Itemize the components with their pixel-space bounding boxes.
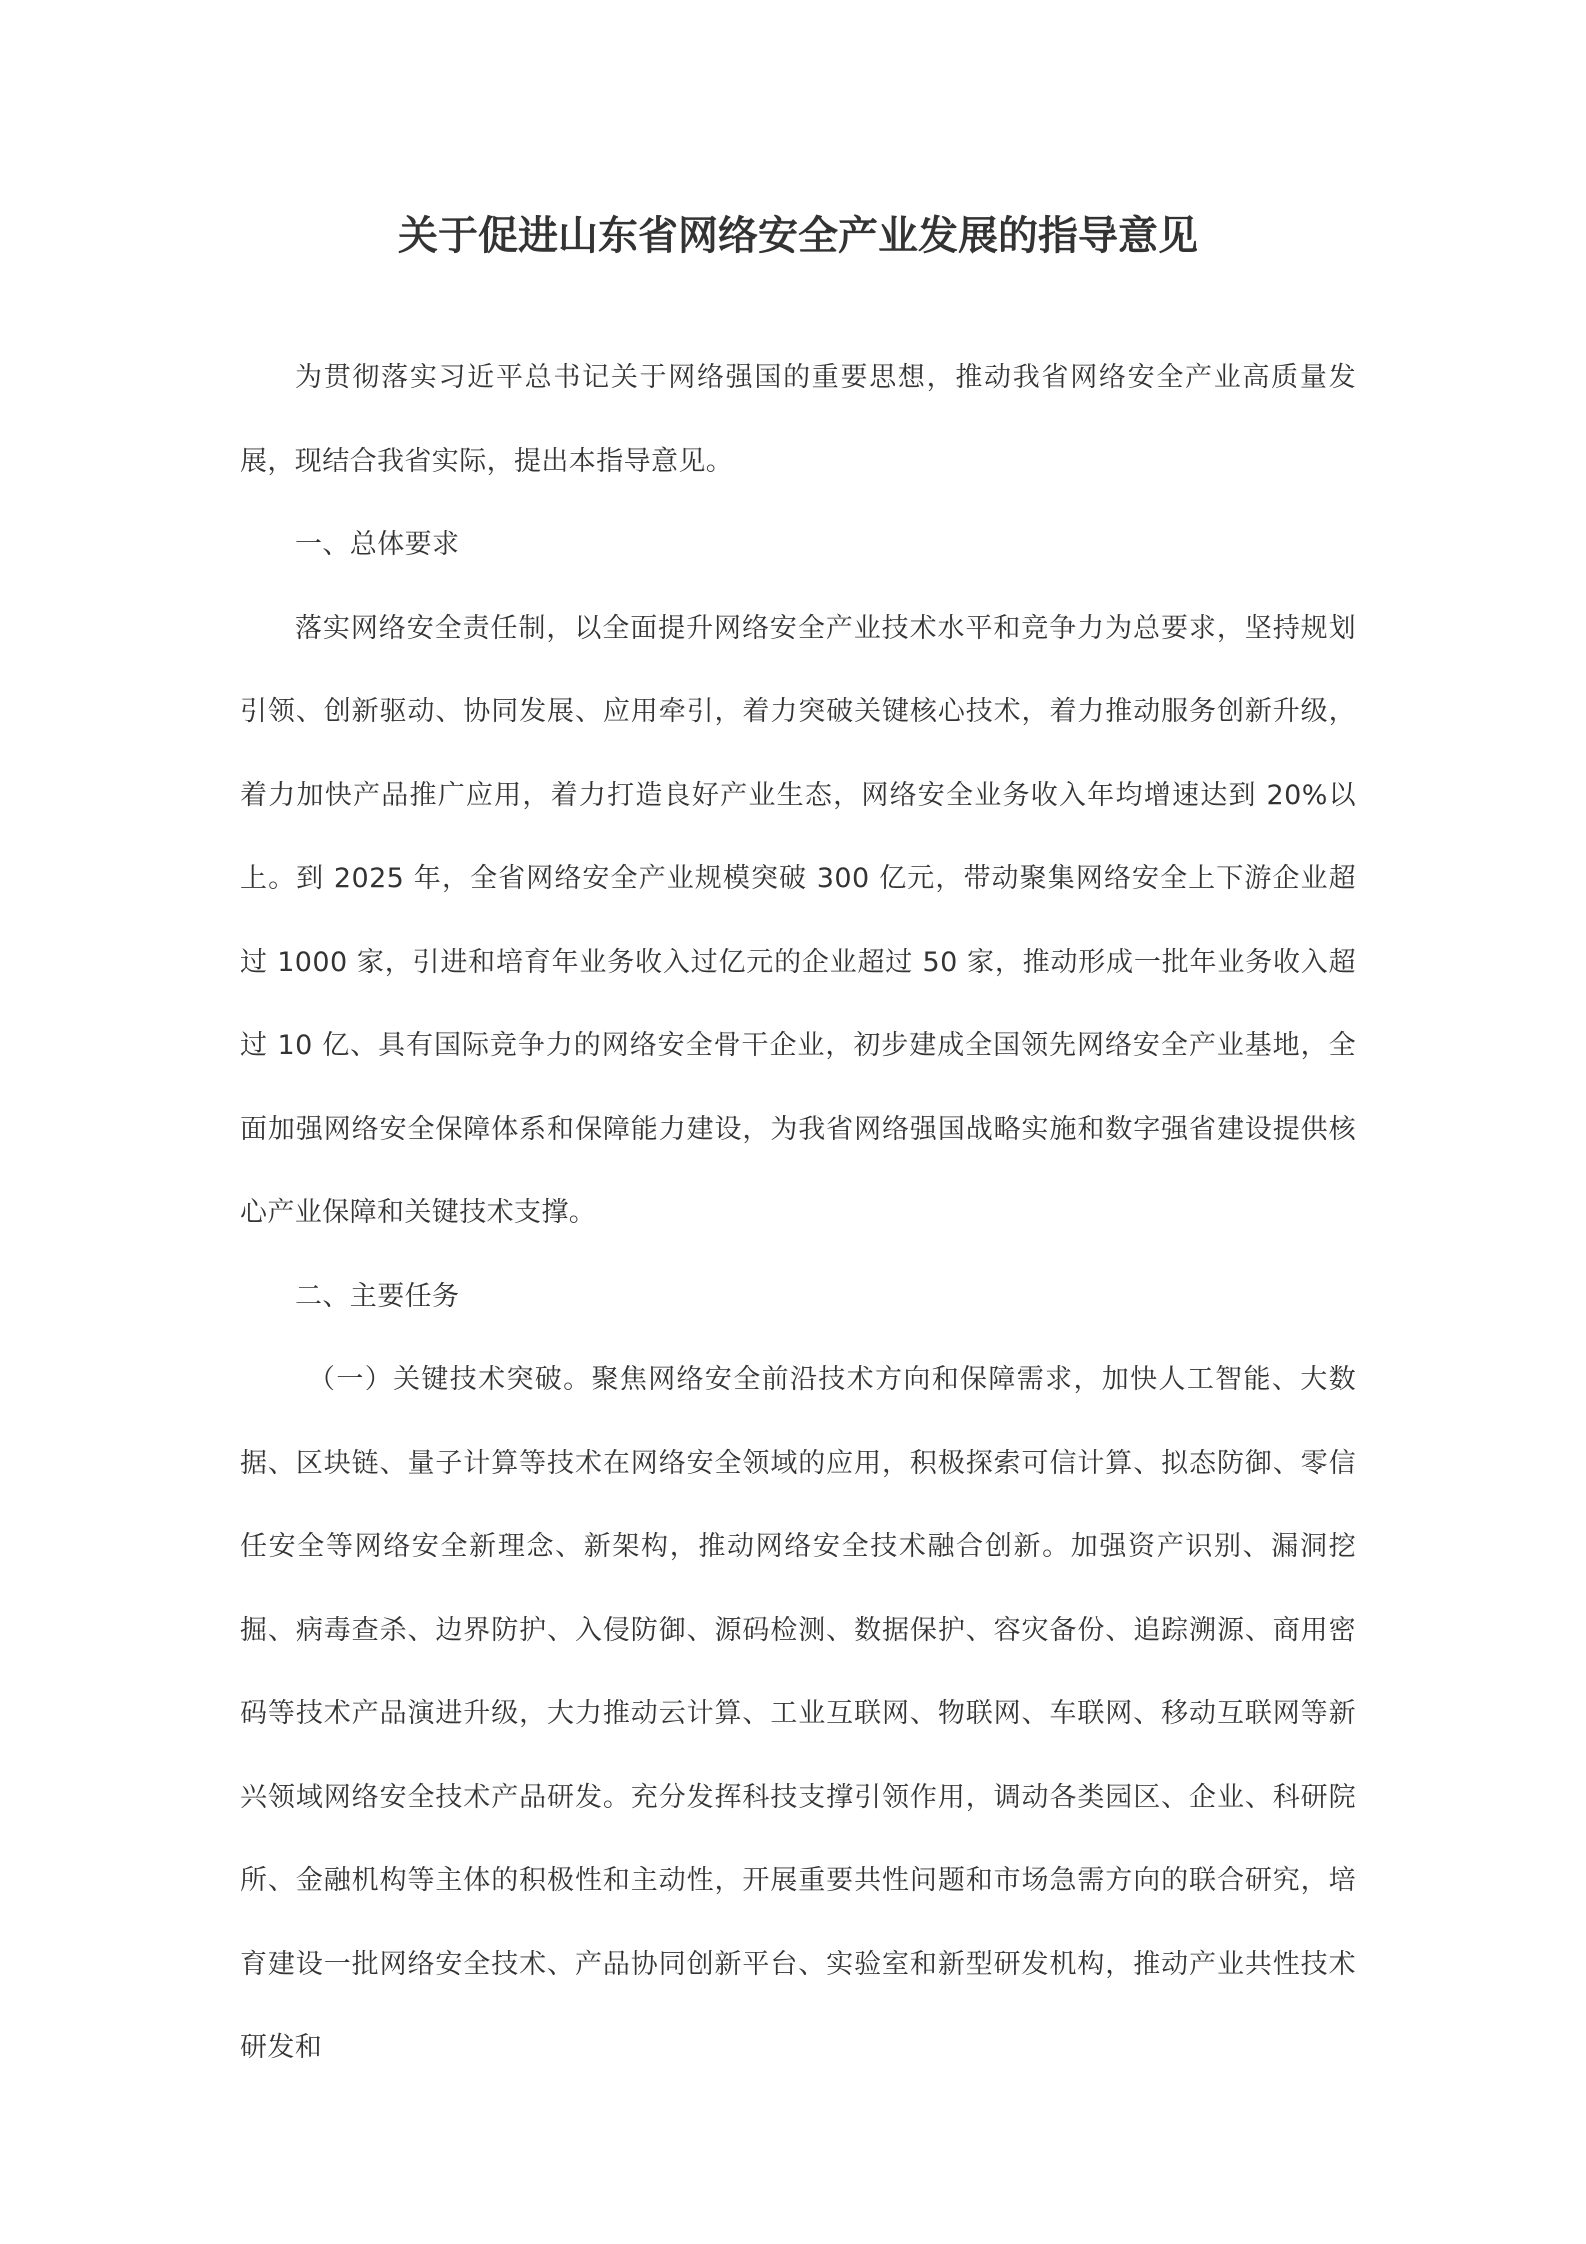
section-heading-main-tasks: 二、主要任务 [295,1280,460,1312]
document-title: 关于促进山东省网络安全产业发展的指导意见 [398,213,1198,259]
section-heading-general-requirements: 一、总体要求 [295,529,460,560]
intro-paragraph: 为贯彻落实习近平总书记关于网络强国的重要思想，推动我省网络安全产业高质量发展，现结合我省实际，提出本指导意见。 [240,362,1356,477]
document-body [240,336,1356,2090]
key-technology-breakthrough-paragraph: （一）关键技术突破。聚焦网络安全前沿技术方向和保障需求，加快人工智能、大数据、区块链、量子计算等技术在网络安全领域的应用，积极探索可信计算、拟态防御、零信任安全等网络安全新理念、新架构，推动网络安全技术融合创新。加强资产识别、漏洞挖掘、病毒查杀、边界防护、入侵防御、源码检测、数据保护、容灾备份、追踪溯源、商用密码等技术产品演进升级，大力推动云计算、工业互联网、物联网、车联网、移动互联网等新兴领域网络安全技术产品研发。充分发挥科技支撑引领作用，调动各类园区、企业、科研院所、金融机构等主体的积极性和主动性，开展重要共性问题和市场急需方向的联合研究，培育建设一批网络安全技术、产品协同创新平台、实验室和新型研发机构，推动产业共性技术研发和 [240,1364,1356,2063]
general-requirements-paragraph: 落实网络安全责任制，以全面提升网络安全产业技术水平和竞争力为总要求，坚持规划引领、创新驱动、协同发展、应用牵引，着力突破关键核心技术，着力推动服务创新升级，着力加快产品推广应用，着力打造良好产业生态，网络安全业务收入年均增速达到 20%以上。到 2025 年，全省网络安全产业规模突破 300 亿元，带动聚集网络安全上下游企业超过 1000 家，引进和培育年业务收入过亿元的企业超过 50 家，推动形成一批年业务收入超过 10 亿、具有国际竞争力的网络安全骨干企业，初步建成全国领先网络安全产业基地，全面加强网络安全保障体系和保障能力建设，为我省网络强国战略实施和数字强省建设提供核心产业保障和关键技术支撑。 [240,612,1356,1228]
